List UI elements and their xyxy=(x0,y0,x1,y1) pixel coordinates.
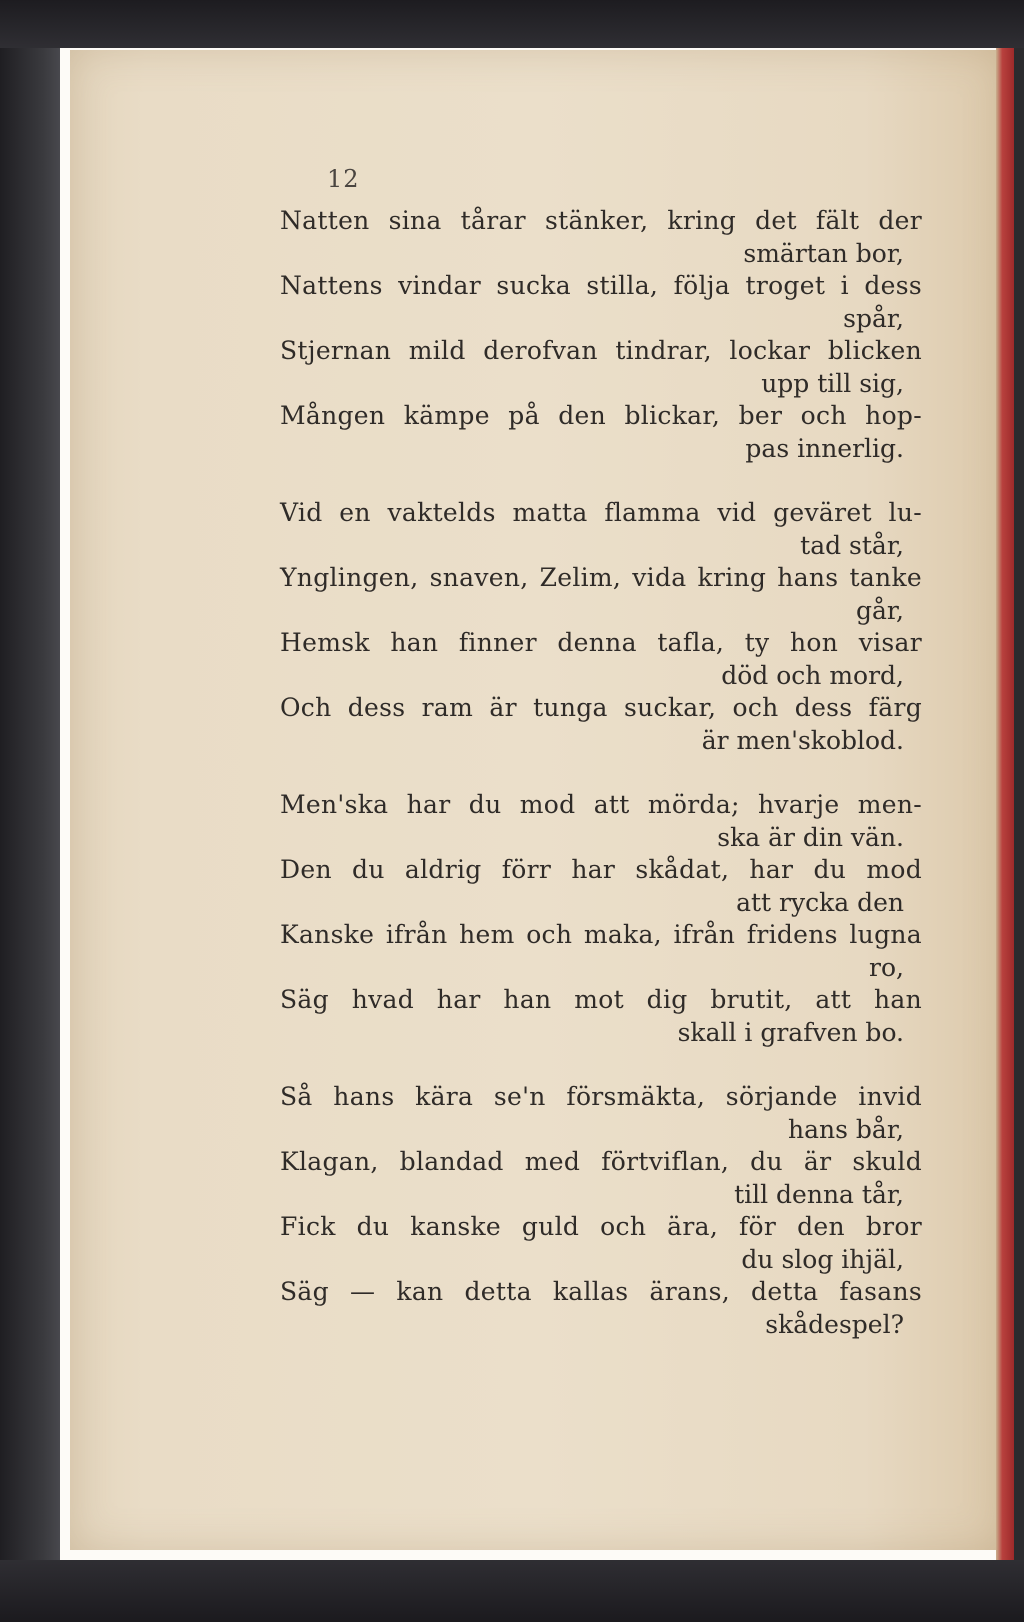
verse-line: Mången kämpe på den blickar, ber och hop- xyxy=(280,401,922,430)
verse-line: Ynglingen, snaven, Zelim, vida kring hans tanke xyxy=(280,563,922,592)
scan-background-top xyxy=(0,0,1024,48)
verse-line: Stjernan mild derofvan tindrar, lockar blicken xyxy=(280,336,922,365)
verse-line-continuation: pas innerlig. xyxy=(745,433,904,463)
verse-line: Hemsk han finner denna tafla, ty hon visar xyxy=(280,628,922,657)
book-cover-edge xyxy=(996,48,1014,1560)
verse-line-continuation: skådespel? xyxy=(765,1309,904,1339)
verse-line-continuation: spår, xyxy=(843,303,904,333)
stanza-2 xyxy=(280,497,922,757)
verse-line-continuation: går, xyxy=(855,595,904,625)
stanza-1 xyxy=(280,205,922,465)
scan-background-bottom xyxy=(0,1560,1024,1622)
verse-line: Nattens vindar sucka stilla, följa troget i dess xyxy=(280,271,922,300)
verse-line: Kanske ifrån hem och maka, ifrån fridens lugna xyxy=(280,920,922,949)
verse-line-continuation: ro, xyxy=(869,952,904,982)
verse-line: Fick du kanske guld och ära, för den bror xyxy=(280,1212,922,1241)
page-number: 12 xyxy=(327,165,360,193)
book-page xyxy=(60,48,1014,1560)
verse-line-continuation: död och mord, xyxy=(721,660,904,690)
verse-line-continuation: smärtan bor, xyxy=(743,238,904,268)
stanza-4 xyxy=(280,1081,922,1341)
verse-line: Men'ska har du mod att mörda; hvarje men- xyxy=(280,790,922,819)
verse-line-continuation: tad står, xyxy=(800,530,904,560)
verse-line: Vid en vaktelds matta flamma vid geväret lu- xyxy=(280,498,922,527)
verse-line: Den du aldrig förr har skådat, har du mod xyxy=(280,855,922,884)
poem-body xyxy=(280,205,922,1373)
verse-line: Klagan, blandad med förtviflan, du är skuld xyxy=(280,1147,922,1176)
verse-line-continuation: till denna tår, xyxy=(734,1179,904,1209)
verse-line: Säg hvad har han mot dig brutit, att han xyxy=(280,985,922,1014)
verse-line-continuation: att rycka den xyxy=(736,887,904,917)
verse-line-continuation: ska är din vän. xyxy=(717,822,904,852)
paper-surface xyxy=(70,50,1004,1550)
verse-line-continuation: hans bår, xyxy=(788,1114,904,1144)
stanza-3 xyxy=(280,789,922,1049)
verse-line: Säg — kan detta kallas ärans, detta fasans xyxy=(280,1277,922,1306)
verse-line-continuation: är men'skoblod. xyxy=(701,725,904,755)
verse-line-continuation: upp till sig, xyxy=(761,368,904,398)
verse-line-continuation: du slog ihjäl, xyxy=(741,1244,904,1274)
verse-line: Natten sina tårar stänker, kring det fält der xyxy=(280,206,922,235)
scan-background-left xyxy=(0,0,62,1622)
verse-line: Och dess ram är tunga suckar, och dess färg xyxy=(280,693,922,722)
verse-line-continuation: skall i grafven bo. xyxy=(677,1017,904,1047)
verse-line: Så hans kära se'n försmäkta, sörjande invid xyxy=(280,1082,922,1111)
